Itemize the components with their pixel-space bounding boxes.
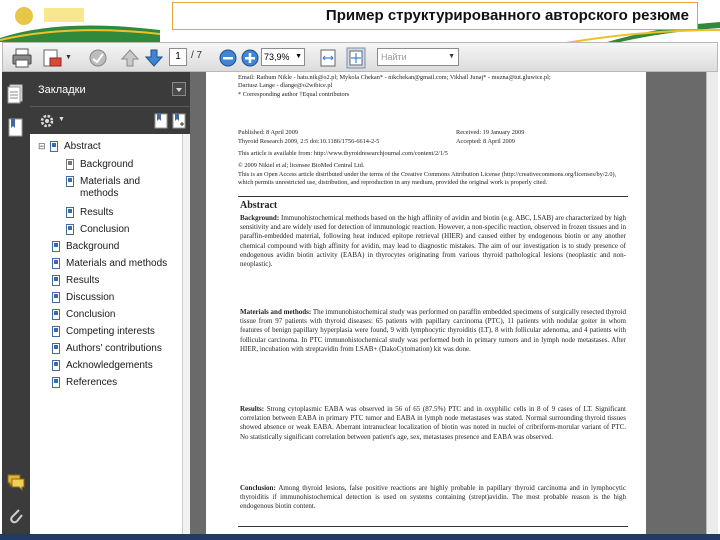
bookmark-references[interactable]: References <box>66 377 118 388</box>
abstract-conclusion <box>240 484 626 524</box>
bookmark-background[interactable]: Background <box>66 241 120 252</box>
bookmarks-tree <box>30 134 182 540</box>
abstract-background <box>240 214 626 304</box>
email-icon[interactable] <box>41 47 63 69</box>
close-panel-button[interactable] <box>172 82 186 96</box>
bookmark-icon <box>52 360 60 371</box>
zoom-in-icon[interactable] <box>239 47 261 69</box>
bookmark-abstract-background[interactable]: Background <box>80 159 134 170</box>
new-bookmark-icon[interactable] <box>172 112 186 130</box>
abstract-background-label: Background: <box>240 214 280 222</box>
fit-page-icon[interactable] <box>345 47 367 69</box>
search-input[interactable] <box>377 48 459 66</box>
previous-page-icon[interactable] <box>119 47 141 69</box>
document-view <box>190 72 718 540</box>
bookmark-discussion[interactable]: Discussion <box>66 292 115 303</box>
bookmark-conclusion[interactable]: Conclusion <box>66 309 116 320</box>
author-emails: Email: Rathum Nikle - hatu.nik@o2.pl; Mykola Chekan* - nikchekan@gmail.com; Vikhail Junaj* - muzna@tut.gluwice.pl; <box>238 74 551 81</box>
zoom-value: 73,9% <box>264 52 290 62</box>
panel-options-icon <box>173 84 185 96</box>
bookmark-competing-interests[interactable]: Competing interests <box>66 326 155 337</box>
slide-title: Пример структурированного авторского резюме <box>172 2 698 30</box>
bookmark-abstract-conclusion[interactable]: Conclusion <box>80 224 130 235</box>
zoom-select[interactable] <box>261 48 305 66</box>
bookmark-icon <box>52 343 60 354</box>
pdf-page[interactable] <box>206 72 646 540</box>
bookmark-acknowledgements[interactable]: Acknowledgements <box>66 360 153 371</box>
bookmark-icon <box>52 241 60 252</box>
bookmark-icon <box>52 326 60 337</box>
abstract-results-label: Results: <box>240 405 265 413</box>
abstract-conclusion-text: Among thyroid lesions, false positive reactions are highly probable in papillary thyroid carcinoma and in lymphocytic thyroiditis if immunohistochemical detection is used on systems containing (strept)avidin. The most probable reason is the high endogenous biotin content. <box>240 484 626 511</box>
panel-splitter[interactable] <box>182 134 190 540</box>
bookmark-icon <box>66 207 74 218</box>
reader-toolbar <box>2 42 718 72</box>
bookmark-icon <box>52 258 60 269</box>
bookmark-icon <box>52 309 60 320</box>
bookmarks-header <box>30 72 190 106</box>
bookmark-icon <box>52 377 60 388</box>
bookmark-icon <box>52 292 60 303</box>
fit-width-icon[interactable] <box>317 47 339 69</box>
search-placeholder: Найти <box>381 52 407 62</box>
abstract-divider <box>238 196 628 197</box>
comments-icon[interactable] <box>7 472 25 492</box>
license-line-2: which permits unrestricted use, distribution, and reproduction in any medium, provided the original work is properly cited. <box>238 179 548 186</box>
abstract-results <box>240 405 626 479</box>
page-total-label: / 7 <box>191 50 203 61</box>
abstract-materials-text: The immunohistochemical study was performed on paraffin embedded specimens of surgically resected thyroid tissue from 97 patients with thyroid diseases: 65 patients with papillary carcinoma (PTC), 11 patients with nodular goiter in whom features of benign papillary hyperplasia were found, 9 with lymphocytic thyroiditis (LT), 8 with follicular adenoma, and 4 patients with follicular carcinoma. In PTC immunohistochemical study was performed both in primary tumors and in lymph node metastases. After HIER, incubation with streptavidin from LSAB+ (DakoCytomation) kit was done. <box>240 308 626 353</box>
document-scrollbar[interactable] <box>706 72 718 540</box>
collapse-toggle-icon[interactable]: ⊟ <box>38 141 46 151</box>
corresponding-note: * Corresponding author †Equal contributors <box>238 91 350 98</box>
attachments-icon[interactable] <box>7 506 25 526</box>
available-url[interactable]: This article is available from: http://www.thyroidresearchjournal.com/content/2/1/5 <box>238 150 448 157</box>
abstract-materials <box>240 308 626 400</box>
slide-header <box>0 0 720 42</box>
abstract-results-text: Strong cytoplasmic EABA was observed in 56 of 65 (87.5%) PTC and in oxyphilic cells in 8 of 9 cases of LT. Significant correlation between EABA in primary PTC tumor and EABA in lymph node metastases was stated. Normal surrounding thyroid tissues showed absence or weak EABA. Aberrant intranuclear localization of biotin was noted in nuclei of cribriform-morular variant of PTC. No statistically significant correlation between patient's age, sex, metastases presence and EABA was observed. <box>240 405 626 441</box>
bookmark-icon <box>66 159 74 170</box>
zoom-out-icon[interactable] <box>217 47 239 69</box>
bookmarks-panel <box>30 72 190 540</box>
bookmark-abstract-materials[interactable]: Materials and <box>80 176 141 187</box>
bookmark-abstract[interactable]: Abstract <box>64 141 101 152</box>
bookmark-abstract-methods[interactable]: methods <box>80 188 119 199</box>
bookmark-materials-methods[interactable]: Materials and methods <box>66 258 168 269</box>
print-icon[interactable] <box>11 47 33 69</box>
gear-icon[interactable] <box>38 112 56 130</box>
journal-citation: Thyroid Research 2009, 2:5 doi:10.1186/1756-6614-2-5 <box>238 138 380 145</box>
pages-icon[interactable] <box>7 84 25 104</box>
bookmark-authors-contributions[interactable]: Authors' contributions <box>66 343 162 354</box>
page-number-input[interactable]: 1 <box>169 48 187 66</box>
abstract-conclusion-label: Conclusion: <box>240 484 276 492</box>
bookmark-icon <box>50 141 58 152</box>
bookmark-icon <box>66 224 74 235</box>
accepted-date: Accepted: 8 April 2009 <box>456 138 515 145</box>
next-page-icon[interactable] <box>143 47 165 69</box>
abstract-heading: Abstract <box>240 200 278 211</box>
abstract-bottom-divider <box>238 526 628 527</box>
email-dropdown-arrow[interactable]: ▼ <box>65 54 72 61</box>
received-date: Received: 19 January 2009 <box>456 129 525 136</box>
bookmark-results[interactable]: Results <box>66 275 100 286</box>
bookmarks-toolbar <box>30 106 190 134</box>
sign-icon[interactable] <box>87 47 109 69</box>
navigation-icon-strip <box>2 72 30 540</box>
bookmark-icon <box>66 176 74 187</box>
bookmarks-title: Закладки <box>38 84 86 96</box>
abstract-background-text: Immunohistochemical methods based on the high affinity of avidin and biotin (e.g. ABC, LSAB) are characterized by high sensitivity and are widely used for detection of immunologic reaction. However, a non-specific reaction, observed in frozen tissues and in paraffin-embedded material, following heat induced epitope retrieval (HIER) and caused either by endogenous biotin or any another chemical compound with high affinity for avidin, may lead to diagnostic mistakes. The aim of our investigation is to study presence of endogenous avidin biotin activity (EABA) in thyrocytes originating from various thyroid pathological lesions (neoplastic and non-neoplastic). <box>240 214 626 269</box>
copyright-line: © 2009 Nikiel et al; licensee BioMed Central Ltd. <box>238 162 365 169</box>
bookmark-abstract-results[interactable]: Results <box>80 207 114 218</box>
chevron-down-icon: ▼ <box>295 53 302 60</box>
published-date: Published: 8 April 2009 <box>238 129 298 136</box>
chevron-down-icon: ▼ <box>448 53 455 60</box>
author-emails-2: Dariusz Lange - dlange@o2wibice.pl <box>238 82 333 89</box>
abstract-materials-label: Materials and methods: <box>240 308 312 316</box>
chevron-down-icon[interactable]: ▼ <box>58 116 65 123</box>
bookmarks-icon[interactable] <box>7 118 25 138</box>
delete-bookmark-icon[interactable] <box>154 112 168 130</box>
bookmark-icon <box>52 275 60 286</box>
bottom-strip <box>0 534 720 540</box>
license-line: This is an Open Access article distributed under the terms of the Creative Commons Attribution License (http://creativecommons.org/licenses/by/2.0), <box>238 171 617 178</box>
